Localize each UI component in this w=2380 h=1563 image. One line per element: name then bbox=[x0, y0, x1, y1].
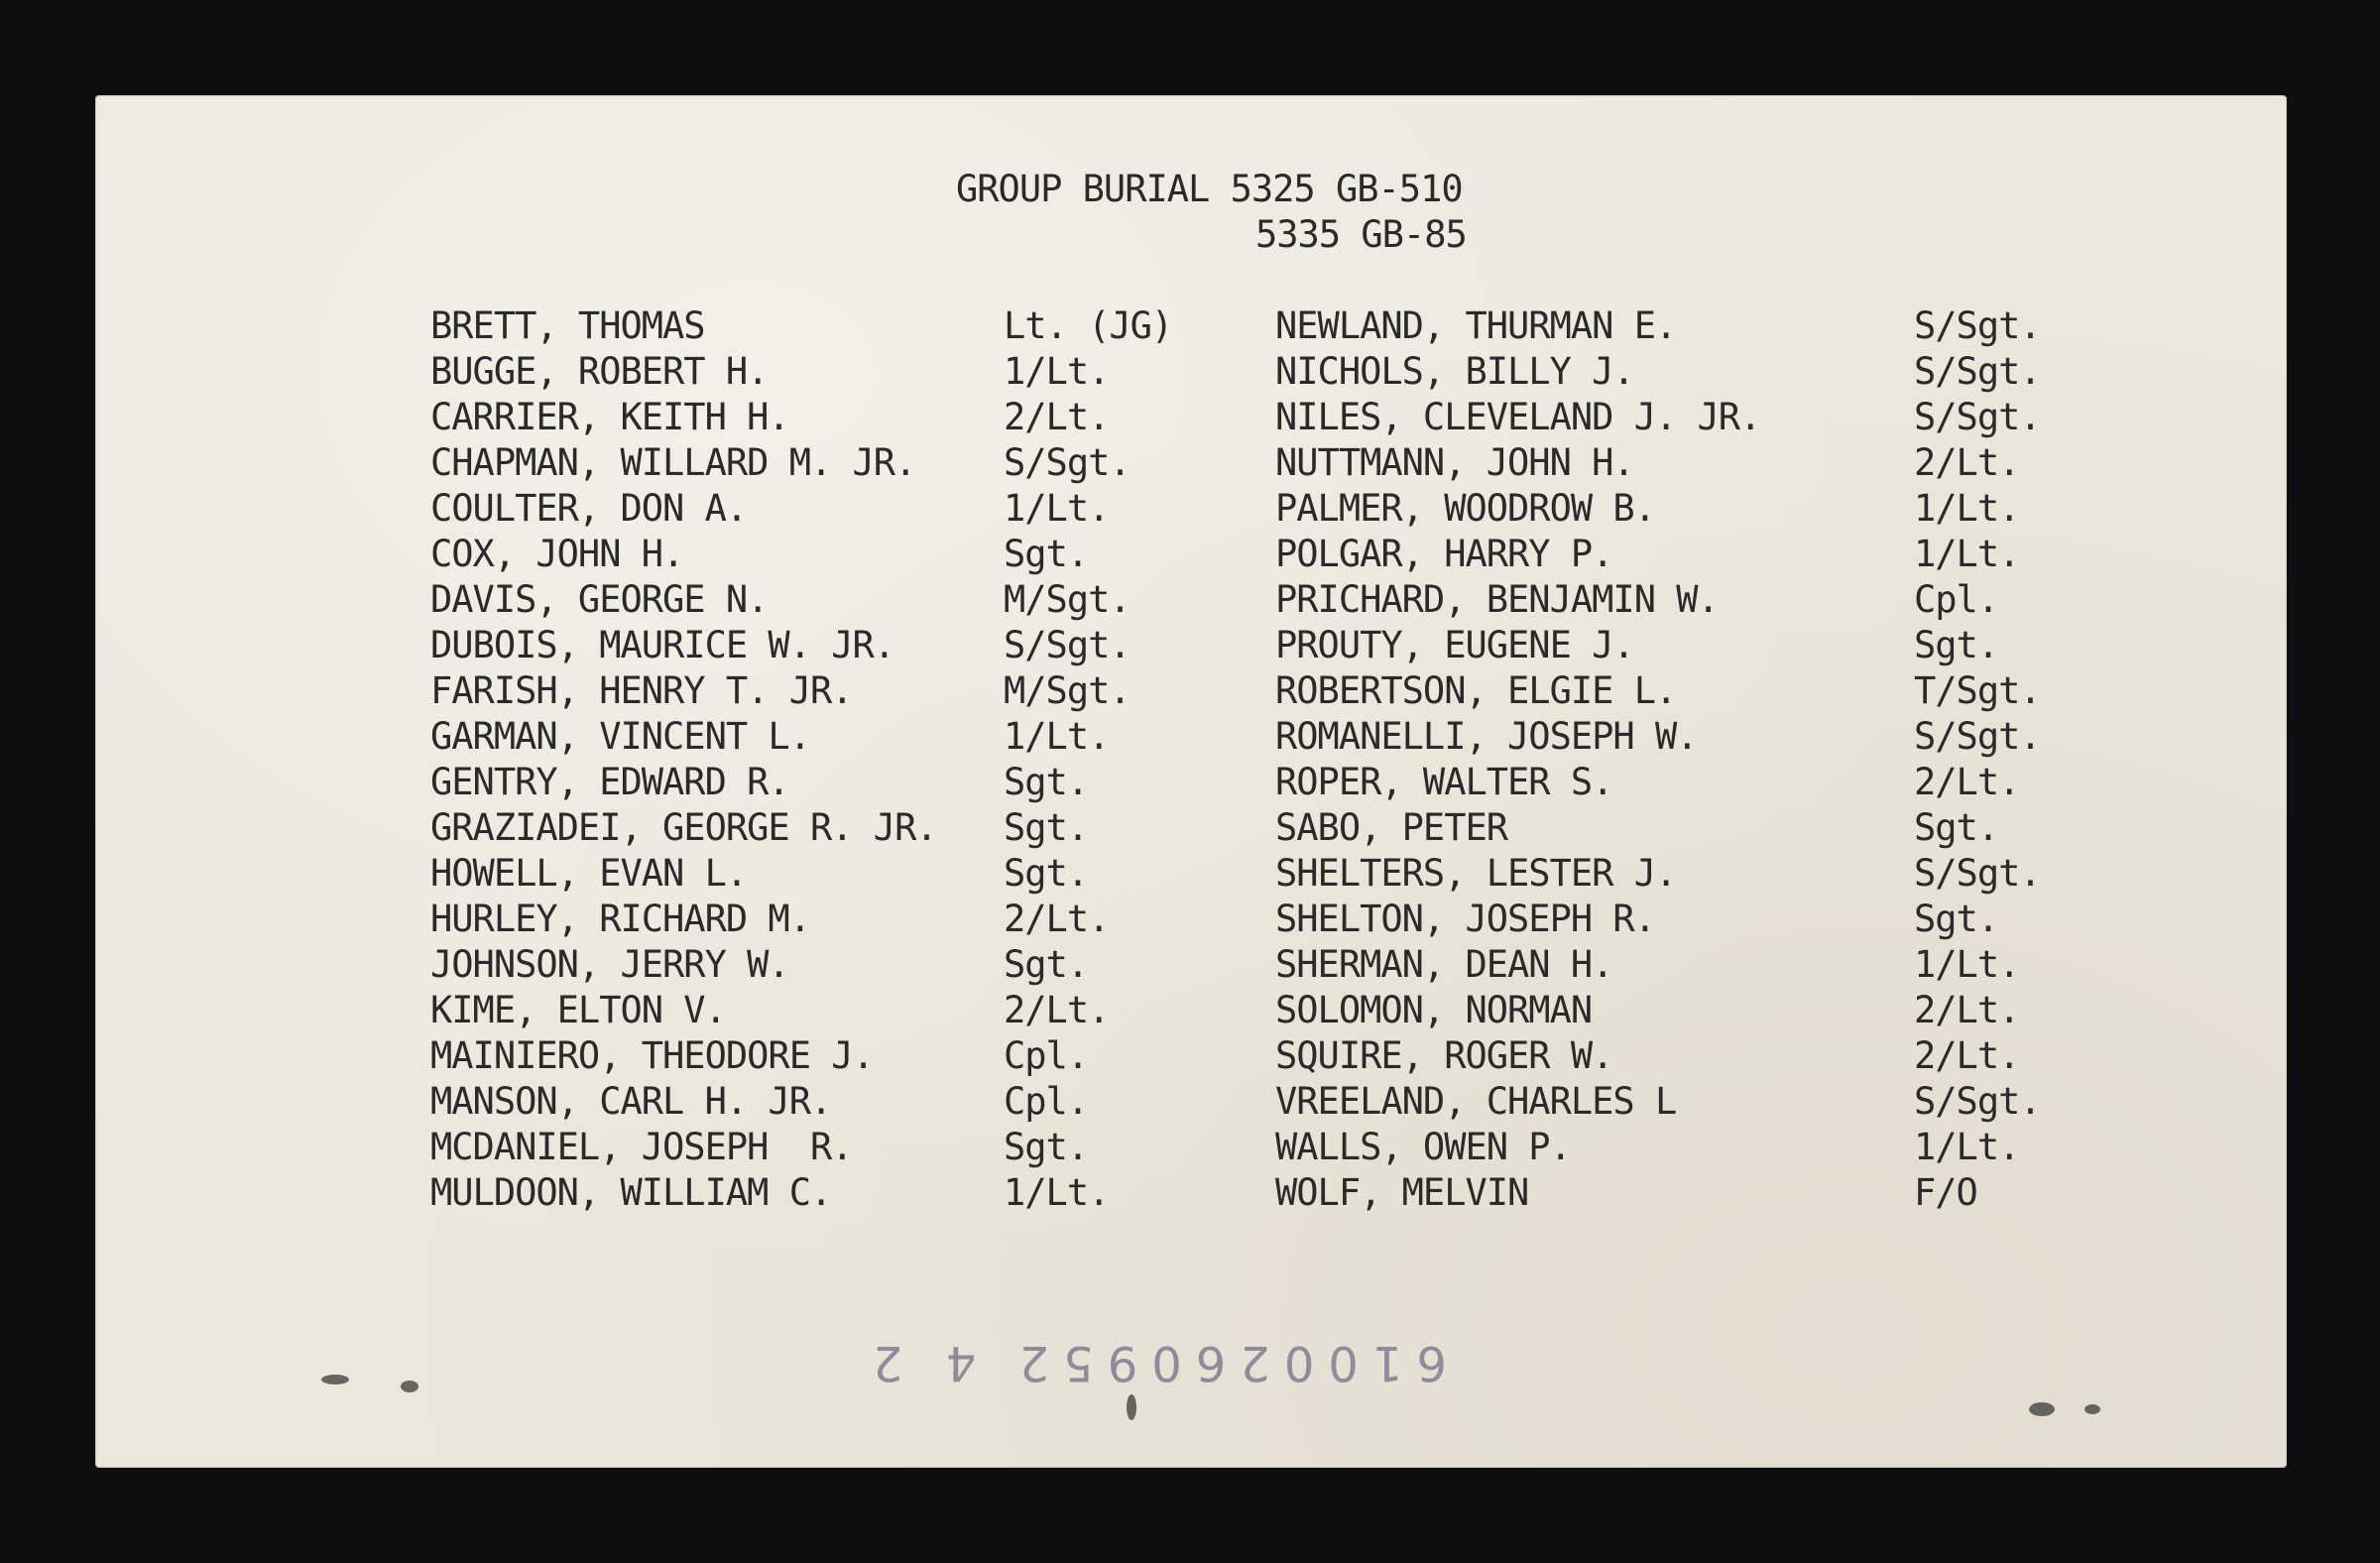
left-rank: 1/Lt. bbox=[1004, 487, 1110, 530]
ink-smudge bbox=[321, 1375, 349, 1384]
right-rank: 2/Lt. bbox=[1914, 761, 2020, 803]
right-name: SHELTON, JOSEPH R. bbox=[1275, 898, 1655, 940]
left-name: DUBOIS, MAURICE W. JR. bbox=[430, 624, 895, 666]
right-name: SOLOMON, NORMAN bbox=[1275, 989, 1593, 1031]
roster-row bbox=[95, 668, 2287, 714]
left-name: MCDANIEL, JOSEPH R. bbox=[430, 1126, 853, 1168]
right-rank: Sgt. bbox=[1914, 624, 1999, 666]
header-title: GROUP BURIAL 5325 GB-510 bbox=[956, 168, 1463, 210]
left-rank: Sgt. bbox=[1004, 943, 1089, 986]
left-name: BRETT, THOMAS bbox=[430, 304, 705, 347]
right-rank: Sgt. bbox=[1914, 806, 1999, 849]
right-rank: S/Sgt. bbox=[1914, 350, 2041, 393]
left-name: GENTRY, EDWARD R. bbox=[430, 761, 789, 803]
right-rank: 2/Lt. bbox=[1914, 1034, 2020, 1077]
left-name: FARISH, HENRY T. JR. bbox=[430, 669, 853, 712]
right-name: ROBERTSON, ELGIE L. bbox=[1275, 669, 1677, 712]
right-rank: S/Sgt. bbox=[1914, 304, 2041, 347]
left-name: GRAZIADEI, GEORGE R. JR. bbox=[430, 806, 937, 849]
roster-row bbox=[95, 988, 2287, 1033]
right-rank: 1/Lt. bbox=[1914, 533, 2020, 575]
header-subtitle: 5335 GB-85 bbox=[1255, 213, 1467, 256]
ink-smudge bbox=[2084, 1404, 2100, 1414]
ink-smudge bbox=[401, 1381, 418, 1392]
roster-row bbox=[95, 760, 2287, 805]
left-rank: 1/Lt. bbox=[1004, 715, 1110, 758]
left-name: CARRIER, KEITH H. bbox=[430, 396, 789, 438]
right-rank: S/Sgt. bbox=[1914, 396, 2041, 438]
roster-row bbox=[95, 349, 2287, 395]
right-name: VREELAND, CHARLES L bbox=[1275, 1080, 1677, 1123]
right-name: SQUIRE, ROGER W. bbox=[1275, 1034, 1613, 1077]
right-name: WALLS, OWEN P. bbox=[1275, 1126, 1571, 1168]
right-name: WOLF, MELVIN bbox=[1275, 1171, 1529, 1214]
right-name: PROUTY, EUGENE J. bbox=[1275, 624, 1634, 666]
roster-row bbox=[95, 1125, 2287, 1170]
right-rank: 2/Lt. bbox=[1914, 441, 2020, 484]
serial-stamp: 6100260952 4 2 bbox=[859, 1335, 1447, 1390]
roster-row bbox=[95, 303, 2287, 349]
left-name: GARMAN, VINCENT L. bbox=[430, 715, 810, 758]
right-name: NILES, CLEVELAND J. JR. bbox=[1275, 396, 1761, 438]
roster-row bbox=[95, 805, 2287, 851]
right-rank: F/O bbox=[1914, 1171, 1977, 1214]
right-name: SHELTERS, LESTER J. bbox=[1275, 852, 1677, 895]
left-name: BUGGE, ROBERT H. bbox=[430, 350, 769, 393]
left-rank: M/Sgt. bbox=[1004, 578, 1130, 621]
right-rank: 1/Lt. bbox=[1914, 943, 2020, 986]
roster-list bbox=[95, 303, 2287, 1216]
right-name: POLGAR, HARRY P. bbox=[1275, 533, 1613, 575]
ink-smudge bbox=[1127, 1394, 1136, 1420]
left-rank: Sgt. bbox=[1004, 806, 1089, 849]
left-rank: S/Sgt. bbox=[1004, 624, 1130, 666]
right-rank: 2/Lt. bbox=[1914, 989, 2020, 1031]
roster-row bbox=[95, 1170, 2287, 1216]
left-name: COULTER, DON A. bbox=[430, 487, 748, 530]
right-name: PALMER, WOODROW B. bbox=[1275, 487, 1655, 530]
left-name: MANSON, CARL H. JR. bbox=[430, 1080, 832, 1123]
roster-row bbox=[95, 623, 2287, 668]
roster-row bbox=[95, 532, 2287, 577]
right-name: NEWLAND, THURMAN E. bbox=[1275, 304, 1677, 347]
roster-row bbox=[95, 1033, 2287, 1079]
left-name: MULDOON, WILLIAM C. bbox=[430, 1171, 832, 1214]
left-rank: Lt. (JG) bbox=[1004, 304, 1173, 347]
right-rank: S/Sgt. bbox=[1914, 715, 2041, 758]
roster-row bbox=[95, 851, 2287, 897]
roster-row bbox=[95, 942, 2287, 988]
right-name: NUTTMANN, JOHN H. bbox=[1275, 441, 1634, 484]
left-rank: Sgt. bbox=[1004, 852, 1089, 895]
right-rank: S/Sgt. bbox=[1914, 1080, 2041, 1123]
left-name: KIME, ELTON V. bbox=[430, 989, 726, 1031]
right-rank: Cpl. bbox=[1914, 578, 1999, 621]
right-name: SHERMAN, DEAN H. bbox=[1275, 943, 1613, 986]
right-rank: 1/Lt. bbox=[1914, 487, 2020, 530]
right-rank: T/Sgt. bbox=[1914, 669, 2041, 712]
left-name: DAVIS, GEORGE N. bbox=[430, 578, 769, 621]
left-name: HURLEY, RICHARD M. bbox=[430, 898, 810, 940]
ink-smudge bbox=[2029, 1402, 2055, 1416]
left-rank: M/Sgt. bbox=[1004, 669, 1130, 712]
left-name: HOWELL, EVAN L. bbox=[430, 852, 748, 895]
roster-row bbox=[95, 440, 2287, 486]
left-rank: Sgt. bbox=[1004, 533, 1089, 575]
left-rank: Sgt. bbox=[1004, 761, 1089, 803]
right-name: SABO, PETER bbox=[1275, 806, 1508, 849]
right-rank: S/Sgt. bbox=[1914, 852, 2041, 895]
right-name: ROPER, WALTER S. bbox=[1275, 761, 1613, 803]
roster-row bbox=[95, 395, 2287, 440]
roster-row bbox=[95, 714, 2287, 760]
left-rank: S/Sgt. bbox=[1004, 441, 1130, 484]
roster-row bbox=[95, 1079, 2287, 1125]
left-name: JOHNSON, JERRY W. bbox=[430, 943, 789, 986]
left-rank: Cpl. bbox=[1004, 1034, 1089, 1077]
left-rank: 1/Lt. bbox=[1004, 350, 1110, 393]
left-rank: 2/Lt. bbox=[1004, 898, 1110, 940]
right-rank: Sgt. bbox=[1914, 898, 1999, 940]
left-name: MAINIERO, THEODORE J. bbox=[430, 1034, 874, 1077]
roster-row bbox=[95, 486, 2287, 532]
left-rank: 1/Lt. bbox=[1004, 1171, 1110, 1214]
right-name: ROMANELLI, JOSEPH W. bbox=[1275, 715, 1698, 758]
left-rank: 2/Lt. bbox=[1004, 396, 1110, 438]
right-name: NICHOLS, BILLY J. bbox=[1275, 350, 1634, 393]
right-name: PRICHARD, BENJAMIN W. bbox=[1275, 578, 1719, 621]
left-name: COX, JOHN H. bbox=[430, 533, 684, 575]
right-rank: 1/Lt. bbox=[1914, 1126, 2020, 1168]
left-rank: Sgt. bbox=[1004, 1126, 1089, 1168]
left-rank: Cpl. bbox=[1004, 1080, 1089, 1123]
burial-record-card bbox=[95, 95, 2287, 1468]
roster-row bbox=[95, 577, 2287, 623]
left-name: CHAPMAN, WILLARD M. JR. bbox=[430, 441, 916, 484]
left-rank: 2/Lt. bbox=[1004, 989, 1110, 1031]
roster-row bbox=[95, 897, 2287, 942]
